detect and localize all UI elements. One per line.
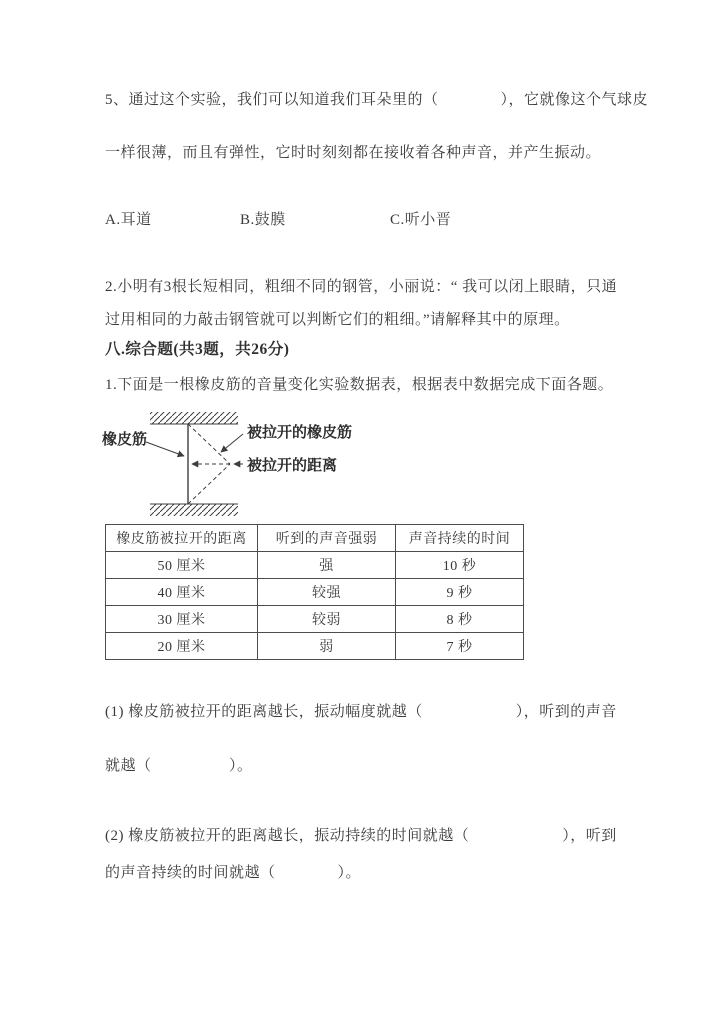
table-cell: 50 厘米 <box>106 552 258 579</box>
table-cell: 20 厘米 <box>106 633 258 660</box>
sub-question-1-line-2: 就越（ ）。 <box>105 758 253 774</box>
table-header-row <box>106 525 524 552</box>
table-cell: 8 秒 <box>396 606 524 633</box>
pulled-distance-label: 被拉开的距离 <box>247 458 338 474</box>
table-cell: 10 秒 <box>396 552 524 579</box>
table-cell: 40 厘米 <box>106 579 258 606</box>
rubber-band-label: 橡皮筋 <box>102 432 148 448</box>
pulled-band-lower-dashed <box>188 464 230 504</box>
experiment-data-table <box>105 524 524 660</box>
table-row <box>106 579 524 606</box>
sub-question-1-line-1: (1) 橡皮筋被拉开的距离越长，振动幅度就越（ ），听到的声音 <box>105 704 617 720</box>
table-cell: 较弱 <box>258 606 396 633</box>
question-1-intro: 1.下面是一根橡皮筋的音量变化实验数据表，根据表中数据完成下面各题。 <box>105 377 614 393</box>
top-support-hatch <box>150 412 238 424</box>
table-header-duration: 声音持续的时间 <box>396 525 524 552</box>
bottom-support-hatch <box>150 504 238 516</box>
table-cell: 较强 <box>258 579 396 606</box>
table-cell: 9 秒 <box>396 579 524 606</box>
section-heading: 八.综合题(共3题，共26分) <box>105 341 290 358</box>
table-cell: 弱 <box>258 633 396 660</box>
table-row <box>106 552 524 579</box>
question-5-line-2: 一样很薄，而且有弹性，它时时刻刻都在接收着各种声音，并产生振动。 <box>105 145 602 161</box>
rubber-band-diagram <box>100 410 400 520</box>
table-cell: 7 秒 <box>396 633 524 660</box>
table-row <box>106 633 524 660</box>
table-header-loudness: 听到的声音强弱 <box>258 525 396 552</box>
option-c: C.听小晋 <box>390 212 452 228</box>
pulled-band-upper-dashed <box>188 424 230 464</box>
rubber-band-label-arrow <box>146 442 184 456</box>
option-b: B.鼓膜 <box>240 212 286 228</box>
sub-question-2-line-2: 的声音持续的时间就越（ ）。 <box>105 865 362 881</box>
table-row <box>106 606 524 633</box>
table-header-distance: 橡皮筋被拉开的距离 <box>106 525 258 552</box>
pulled-band-label: 被拉开的橡皮筋 <box>247 425 353 441</box>
question-5-line-1: 5、通过这个实验，我们可以知道我们耳朵里的（ ），它就像这个气球皮 <box>105 92 649 108</box>
table-cell: 强 <box>258 552 396 579</box>
sub-question-2-line-1: (2) 橡皮筋被拉开的距离越长，振动持续的时间就越（ ），听到 <box>105 828 617 844</box>
option-a: A.耳道 <box>105 212 152 228</box>
table-cell: 30 厘米 <box>106 606 258 633</box>
pulled-band-label-arrow <box>221 434 243 452</box>
question-2-text: 2.小明有3根长短相同，粗细不同的钢管，小丽说：“ 我可以闭上眼睛，只通过用相同的力敲击钢管就可以判断它们的粗细。”请解释其中的原理。 <box>105 279 618 328</box>
